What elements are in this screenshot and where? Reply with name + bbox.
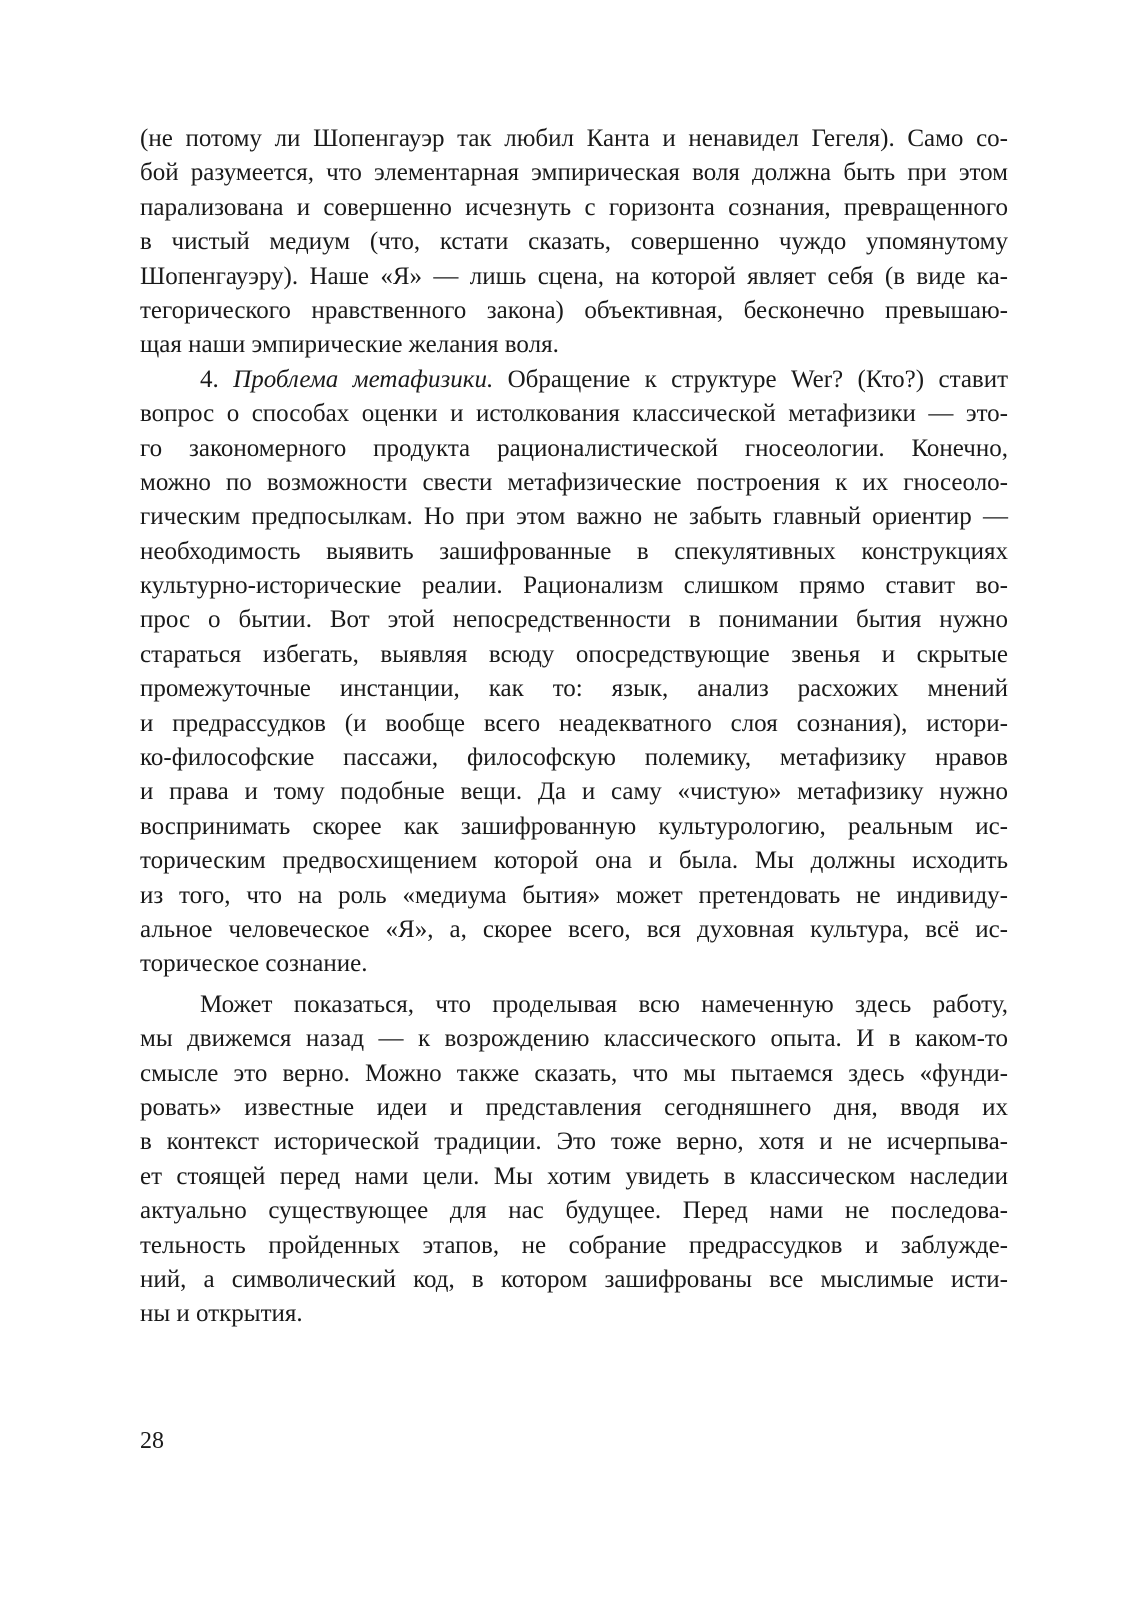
text-line: щая наши эмпирические желания воля. bbox=[140, 331, 559, 359]
text-line: бой разумеется, что элементарная эмпирическая воля должна быть при этом bbox=[140, 159, 1008, 187]
text-line: альное человеческое «Я», а, скорее всего, вся духовная культура, всё ис- bbox=[140, 915, 1008, 943]
text-line: смысле это верно. Можно также сказать, что мы пытаемся здесь «фунди- bbox=[140, 1059, 1008, 1087]
text-line: необходимость выявить зашифрованные в спекулятивных конструкциях bbox=[140, 537, 1008, 565]
text-fragment: Обращение к структуре Wer? (Кто?) ставит bbox=[507, 365, 1009, 393]
text-line: и права и тому подобные вещи. Да и саму «чистую» метафизику нужно bbox=[140, 778, 1008, 806]
text-line: торическим предвосхищением которой она и была. Мы должны исходить bbox=[140, 847, 1008, 875]
paragraph-3 bbox=[140, 988, 1008, 1332]
text-line: Шопенгауэру). Наше «Я» — лишь сцена, на которой являет себя (в виде ка- bbox=[140, 262, 1008, 290]
text-line: актуально существующее для нас будущее. Перед нами не последова- bbox=[140, 1197, 1008, 1225]
text-line: торическое сознание. bbox=[140, 950, 368, 978]
paragraph-2 bbox=[140, 363, 1008, 982]
text-line: прос о бытии. Вот этой непосредственности в понимании бытия нужно bbox=[140, 606, 1008, 634]
text-line: можно по возможности свести метафизические построения к их гносеоло- bbox=[140, 468, 1008, 496]
text-line: и предрассудков (и вообще всего неадекватного слоя сознания), истори- bbox=[140, 709, 1008, 737]
body-text bbox=[140, 122, 1008, 1332]
text-line: в чистый медиум (что, кстати сказать, совершенно чуждо упомянутому bbox=[140, 228, 1008, 256]
text-line: ний, а символический код, в котором зашифрованы все мыслимые исти- bbox=[140, 1265, 1008, 1293]
page-number: 28 bbox=[140, 1428, 164, 1454]
text-line: стараться избегать, выявляя всюду опосредствующие звенья и скрытые bbox=[140, 640, 1008, 668]
text-line: ны и открытия. bbox=[140, 1300, 303, 1328]
section-heading: Проблема метафизики. bbox=[233, 365, 494, 393]
text-line: ко-философские пассажи, философскую полемику, метафизику нравов bbox=[140, 744, 1008, 772]
text-line: ровать» известные идеи и представления сегодняшнего дня, вводя их bbox=[140, 1093, 1008, 1121]
text-line: тегорического нравственного закона) объективная, бесконечно превышаю- bbox=[140, 296, 1008, 324]
text-line: мы движемся назад — к возрождению классического опыта. И в каком-то bbox=[140, 1025, 1008, 1053]
text-line: вопрос о способах оценки и истолкования классической метафизики — это- bbox=[140, 400, 1008, 428]
text-line: гическим предпосылкам. Но при этом важно не забыть главный ориентир — bbox=[140, 503, 1008, 531]
text-line: культурно-исторические реалии. Рационализм слишком прямо ставит во- bbox=[140, 572, 1008, 600]
text-line: (не потому ли Шопенгауэр так любил Канта и ненавидел Гегеля). Само со- bbox=[140, 125, 1008, 152]
text-line: Может показаться, что проделывая всю намеченную здесь работу, bbox=[200, 990, 1008, 1018]
text-line: парализована и совершенно исчезнуть с горизонта сознания, превращенного bbox=[140, 193, 1008, 221]
text-line: воспринимать скорее как зашифрованную культурологию, реальным ис- bbox=[140, 812, 1008, 840]
text-line: из того, что на роль «медиума бытия» может претендовать не индивиду- bbox=[140, 881, 1008, 909]
paragraph-1 bbox=[140, 122, 1008, 363]
text-line: промежуточные инстанции, как то: язык, анализ расхожих мнений bbox=[140, 675, 1008, 703]
text-line: ет стоящей перед нами цели. Мы хотим увидеть в классическом наследии bbox=[140, 1162, 1008, 1190]
section-first-line bbox=[140, 363, 1008, 397]
section-number: 4. bbox=[200, 365, 219, 393]
text-line: тельность пройденных этапов, не собрание предрассудков и заблужде- bbox=[140, 1231, 1008, 1259]
text-line: го закономерного продукта рационалистической гносеологии. Конечно, bbox=[140, 434, 1008, 462]
text-line: в контекст исторической традиции. Это тоже верно, хотя и не исчерпыва- bbox=[140, 1128, 1008, 1156]
